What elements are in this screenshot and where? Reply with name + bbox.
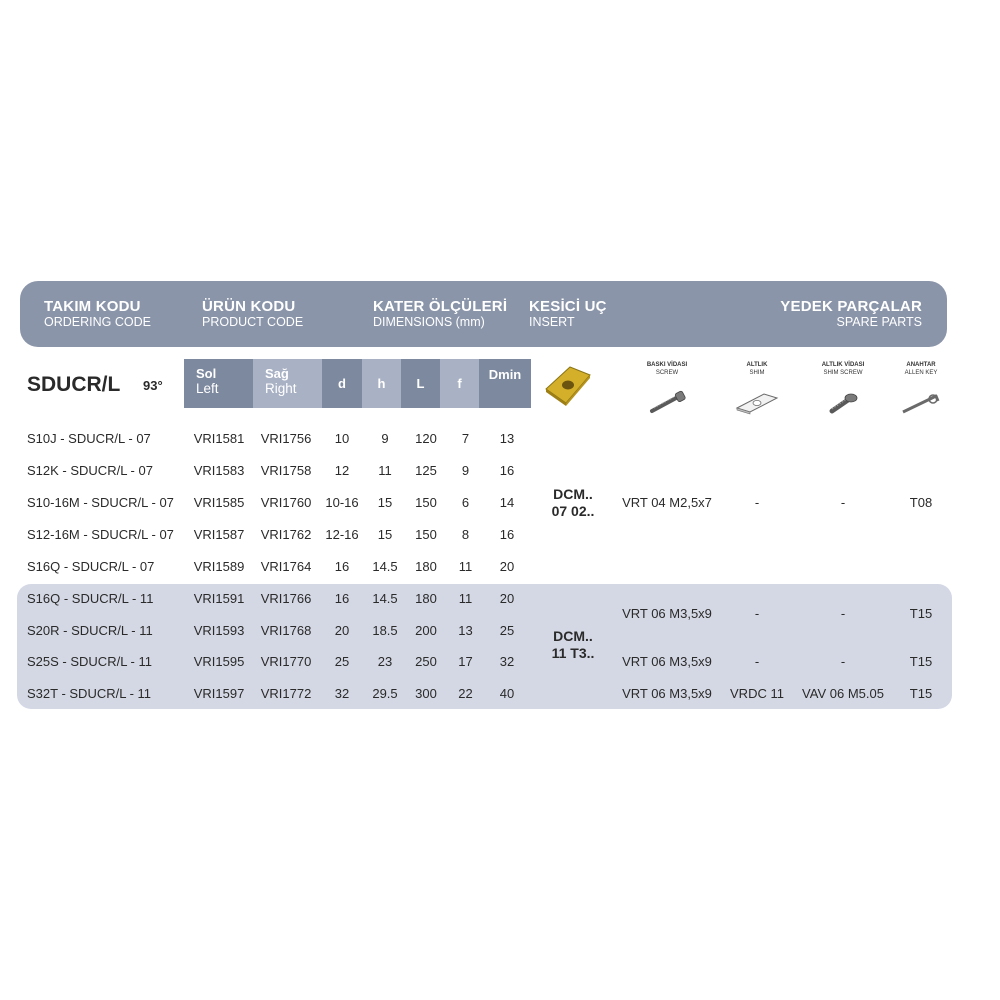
insert-subtitle: INSERT	[529, 315, 575, 329]
ordering-code-cell: S16Q - SDUCR/L - 07	[27, 559, 155, 574]
L-cell: 180	[415, 591, 437, 606]
insert-title: KESİCİ UÇ	[529, 298, 607, 315]
right-label-en: Right	[265, 381, 297, 396]
shim-value: -	[754, 654, 760, 669]
right-code-cell: VRI1758	[260, 463, 312, 478]
right-label-tr: Sağ	[265, 366, 289, 381]
allen-key-value: T15	[909, 654, 933, 669]
left-code-cell: VRI1587	[193, 527, 245, 542]
d-cell: 10	[334, 431, 350, 446]
dimensions-header	[373, 298, 507, 330]
spare-parts-subtitle: SPARE PARTS	[836, 315, 922, 329]
ordering-code-cell: S25S - SDUCR/L - 11	[27, 654, 152, 669]
right-code-cell: VRI1770	[260, 654, 312, 669]
dmin-column-header	[479, 359, 531, 408]
shim-value: VRDC 11	[730, 686, 784, 701]
d-cell: 10-16	[325, 495, 359, 510]
screw-value: VRT 06 M3,5x9	[622, 686, 712, 701]
f-cell: 9	[461, 463, 470, 478]
right-column-header	[253, 359, 322, 408]
left-code-cell: VRI1581	[193, 431, 245, 446]
d-cell: 12	[334, 463, 350, 478]
f-cell: 11	[458, 591, 473, 606]
insert-code-11	[540, 628, 606, 662]
left-label-tr: Sol	[196, 366, 217, 381]
ordering-code-cell: S12K - SDUCR/L - 07	[27, 463, 153, 478]
dmin-label: Dmin	[488, 367, 522, 382]
ordering-code-title: TAKIM KODU	[44, 298, 141, 315]
dmin-cell: 25	[499, 623, 515, 638]
ordering-code-header	[44, 298, 151, 330]
h-cell: 9	[381, 431, 389, 446]
left-code-cell: VRI1593	[193, 623, 245, 638]
product-code-title: ÜRÜN KODU	[202, 298, 296, 315]
left-code-cell: VRI1591	[193, 591, 245, 606]
L-cell: 125	[415, 463, 437, 478]
f-cell: 7	[461, 431, 470, 446]
dmin-cell: 16	[499, 527, 515, 542]
f-column-header: f	[440, 359, 479, 408]
ordering-code-cell: S32T - SDUCR/L - 11	[27, 686, 152, 701]
model-title: SDUCR/L	[27, 373, 121, 396]
shim-screw-header-tr: ALTLIK VİDASI	[821, 362, 865, 368]
ordering-code-subtitle: ORDERING CODE	[44, 315, 151, 329]
insert-icon	[540, 363, 596, 407]
L-cell: 250	[415, 654, 437, 669]
left-column-header	[184, 359, 253, 408]
allen-key-value: T15	[909, 606, 933, 621]
insert-code-11-line2: 11 T3..	[551, 645, 595, 661]
ordering-code-cell: S10J - SDUCR/L - 07	[27, 431, 151, 446]
right-code-cell: VRI1772	[260, 686, 312, 701]
L-cell: 120	[415, 431, 437, 446]
h-cell: 29.5	[372, 686, 398, 701]
dmin-cell: 16	[499, 463, 515, 478]
left-code-cell: VRI1583	[193, 463, 245, 478]
shim-screw-value: -	[840, 654, 846, 669]
L-cell: 180	[415, 559, 437, 574]
dmin-cell: 40	[499, 686, 515, 701]
dmin-cell: 20	[499, 591, 515, 606]
screw-header	[636, 361, 698, 377]
L-cell: 150	[415, 495, 437, 510]
h-cell: 15	[377, 495, 393, 510]
allen-key-value: T15	[909, 686, 933, 701]
right-code-cell: VRI1762	[260, 527, 312, 542]
right-code-cell: VRI1768	[260, 623, 312, 638]
right-code-cell: VRI1764	[260, 559, 312, 574]
d-cell: 16	[334, 591, 350, 606]
screw-value: VRT 06 M3,5x9	[622, 606, 712, 621]
ordering-code-cell: S16Q - SDUCR/L - 11	[27, 591, 154, 606]
d-cell: 32	[334, 686, 350, 701]
shim-screw-header-en: SHIM SCREW	[823, 370, 863, 376]
dimensions-subtitle: DIMENSIONS (mm)	[373, 315, 485, 329]
shim-icon	[734, 390, 780, 416]
dmin-cell: 20	[499, 559, 515, 574]
h-cell: 14.5	[372, 559, 398, 574]
ordering-code-cell: S10-16M - SDUCR/L - 07	[27, 495, 174, 510]
h-cell: 23	[377, 654, 393, 669]
spare-parts-header	[700, 298, 922, 330]
left-code-cell: VRI1585	[193, 495, 245, 510]
screw-value: VRT 04 M2,5x7	[622, 495, 712, 510]
product-code-subtitle: PRODUCT CODE	[202, 315, 304, 329]
h-cell: 11	[378, 463, 392, 478]
dmin-cell: 32	[499, 654, 515, 669]
shim-screw-icon	[826, 390, 860, 416]
h-cell: 15	[377, 527, 393, 542]
h-cell: 14.5	[372, 591, 398, 606]
allen-key-header-en: ALLEN KEY	[904, 370, 938, 376]
L-cell: 300	[415, 686, 437, 701]
shim-header-tr: ALTLIK	[746, 362, 768, 368]
ordering-code-cell: S20R - SDUCR/L - 11	[27, 623, 153, 638]
product-code-header	[202, 298, 303, 330]
shim-header	[727, 361, 787, 377]
model-angle: 93°	[143, 378, 163, 393]
shim-screw-value: -	[840, 606, 846, 621]
screw-header-tr: BASKI VİDASI	[646, 362, 688, 368]
h-cell: 18.5	[372, 623, 398, 638]
shim-value: -	[754, 606, 760, 621]
shim-screw-header	[812, 361, 874, 377]
allen-key-value: T08	[909, 495, 933, 510]
d-cell: 16	[334, 559, 350, 574]
left-label-en: Left	[196, 381, 219, 396]
screw-value: VRT 06 M3,5x9	[622, 654, 712, 669]
allen-key-icon	[900, 390, 942, 416]
shim-header-en: SHIM	[749, 370, 765, 376]
insert-code-11-line1: DCM..	[553, 628, 593, 644]
insert-code-07	[540, 486, 606, 520]
right-code-cell: VRI1766	[260, 591, 312, 606]
spare-parts-title: YEDEK PARÇALAR	[780, 298, 922, 315]
d-cell: 25	[334, 654, 350, 669]
allen-key-header-tr: ANAHTAR	[906, 362, 936, 368]
f-cell: 17	[458, 654, 473, 669]
insert-header	[529, 298, 607, 330]
dmin-cell: 14	[499, 495, 515, 510]
d-cell: 20	[334, 623, 350, 638]
dimensions-title: KATER ÖLÇÜLERİ	[373, 298, 508, 315]
right-code-cell: VRI1760	[260, 495, 312, 510]
insert-code-07-line2: 07 02..	[551, 503, 595, 519]
L-cell: 200	[415, 623, 437, 638]
h-column-header: h	[362, 359, 401, 408]
screw-icon	[646, 390, 688, 416]
insert-code-07-line1: DCM..	[553, 486, 593, 502]
d-cell: 12-16	[325, 527, 359, 542]
right-code-cell: VRI1756	[260, 431, 312, 446]
f-cell: 13	[458, 623, 473, 638]
L-cell: 150	[415, 527, 437, 542]
left-code-cell: VRI1597	[193, 686, 245, 701]
screw-header-en: SCREW	[655, 370, 679, 376]
shim-value: -	[754, 495, 760, 510]
ordering-code-cell: S12-16M - SDUCR/L - 07	[27, 527, 174, 542]
f-cell: 8	[461, 527, 470, 542]
dmin-cell: 13	[499, 431, 515, 446]
f-cell: 22	[458, 686, 473, 701]
f-cell: 6	[461, 495, 470, 510]
left-code-cell: VRI1595	[193, 654, 245, 669]
shim-screw-value: VAV 06 M5.05	[802, 686, 884, 701]
allen-key-header	[890, 361, 952, 377]
f-cell: 11	[458, 559, 473, 574]
L-column-header: L	[401, 359, 440, 408]
shim-screw-value: -	[840, 495, 846, 510]
d-column-header: d	[322, 359, 362, 408]
left-code-cell: VRI1589	[193, 559, 245, 574]
